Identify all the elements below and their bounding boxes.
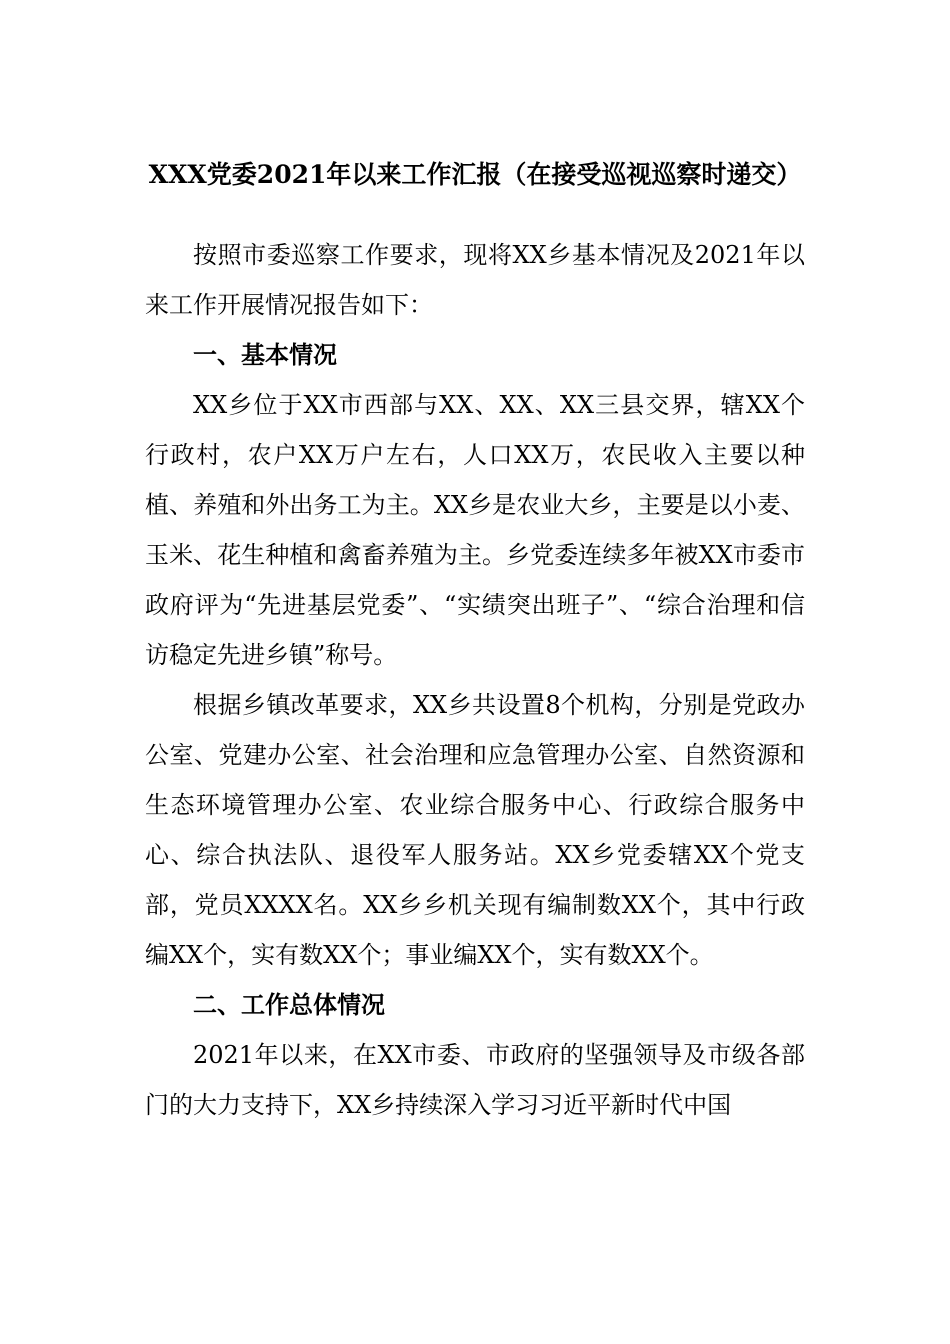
overall-work-paragraph-1: 2021年以来，在XX市委、市政府的坚强领导及市级各部门的大力支持下，XX乡持续深入学习习近平新时代中国 <box>145 1041 805 1119</box>
intro-paragraph: 按照市委巡察工作要求，现将XX乡基本情况及2021年以来工作开展情况报告如下： <box>145 241 805 319</box>
document-title: XXX党委2021年以来工作汇报（在接受巡视巡察时递交） <box>148 160 802 189</box>
basic-situation-paragraph-2: 根据乡镇改革要求，XX乡共设置8个机构，分别是党政办公室、党建办公室、社会治理和应急管理办公室、自然资源和生态环境管理办公室、农业综合服务中心、行政综合服务中心、综合执法队、退役军人服务站。XX乡党委辖XX个党支部，党员XXXX名。XX乡乡机关现有编制数XX个，其中行政编XX个，实有数XX个；事业编XX个，实有数XX个。 <box>145 691 805 969</box>
section-heading-basic-situation: 一、基本情况 <box>193 341 337 369</box>
basic-situation-paragraph-1: XX乡位于XX市西部与XX、XX、XX三县交界，辖XX个行政村，农户XX万户左右，人口XX万，农民收入主要以种植、养殖和外出务工为主。XX乡是农业大乡，主要是以小麦、玉米、花生种植和禽畜养殖为主。乡党委连续多年被XX市委市政府评为“先进基层党委”、“实绩突出班子”、“综合治理和信访稳定先进乡镇”称号。 <box>145 391 805 669</box>
section-heading-overall-work: 二、工作总体情况 <box>193 991 385 1019</box>
document-body <box>145 230 805 1130</box>
